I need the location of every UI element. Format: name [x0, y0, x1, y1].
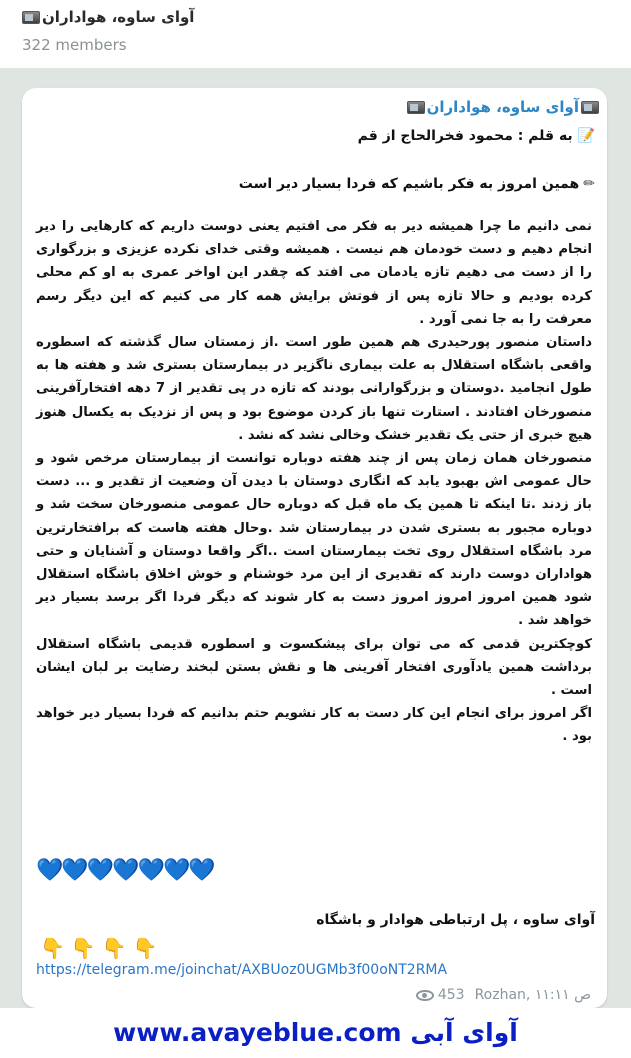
signature: آوای ساوه ، پل ارتباطی هوادار و باشگاه: [316, 912, 595, 928]
channel-title: آوای ساوه، هواداران: [42, 8, 195, 26]
forwarded-from[interactable]: [407, 98, 599, 116]
paragraph: داستان منصور پورحیدری هم همین طور است .از زمستان سال گذشته که اسطوره واقعی باشگاه استقلال به علت بیماری ناگزیر در بیمارستان بستری شد و هفته ها به طول انجامید .دوستان و بزرگوارانی بودند که تازه در پی تقدیر از 7 دهه افتخارآفرینی منصورخان افتادند . استارت تنها باز کردن موضوع بود و پس از نزدیک به یکسال هنوز هیچ خبری از حتی یک تقدیر خشک وخالی نشد که نشد .: [36, 335, 592, 443]
headline-row: [239, 176, 595, 192]
message-meta: [416, 987, 591, 1003]
message-body: [36, 215, 592, 749]
author-line: 📝 به قلم : محمود فخرالحاج از قم: [357, 128, 595, 144]
blue-hearts-icon: 💙💙💙💙💙💙💙: [36, 858, 214, 883]
pencil-icon: ✏: [583, 176, 595, 192]
channel-title-row: [22, 8, 194, 26]
paragraph: نمی دانیم ما چرا همیشه دیر به فکر می افتیم یعنی دوست داریم که کارهایی را دیر انجام دهیم و دست خودمان هم نیست . همیشه وقتی خدای نکرده عزیزی و بزرگواری را از دست می دهیم تازه یادمان می افتد که چقدر این اواخر عمری به او کم محلی کرده بودیم و حالا تازه پس از فوتش برایش همه کار می کنیم که این دیگر رسم معرفت را به جا نمی آورد .: [36, 219, 592, 327]
eye-icon: [416, 990, 434, 1001]
join-link[interactable]: https://telegram.me/joinchat/AXBUoz0UGMb3f00oNT2RMA: [36, 962, 448, 978]
headline: همین امروز به فکر باشیم که فردا بسیار دیر است: [238, 176, 580, 192]
view-count: 453: [437, 987, 465, 1003]
chat-header[interactable]: [0, 0, 631, 69]
television-icon: [407, 101, 425, 114]
paragraph: کوچکترین قدمی که می توان برای پیشکسوت و اسطوره قدیمی باشگاه استقلال برداشت همین یادآوری افتخار آفرینی ها و نقش بستن لبخند رضایت بر لبان ایشان است .: [36, 636, 592, 699]
members-count: 322 members: [22, 36, 127, 54]
television-icon: [581, 101, 599, 114]
website-watermark: www.avayeblue.com آوای آبی: [113, 1018, 518, 1047]
pointing-down-icon: 👇👇👇👇: [40, 936, 164, 960]
forwarded-from-title: آوای ساوه، هواداران: [426, 98, 579, 116]
sender-time: Rozhan, ۱۱:۱۱ ص: [474, 987, 591, 1003]
television-icon: [22, 11, 40, 24]
paragraph: منصورخان همان زمان پس از چند هفته دوباره توانست از بیمارستان مرخص شود و حال عمومی اش بهبود یابد که انگاری دوستان با دیدن آن وضعیت از تقدیر و ... دست باز زدند .تا اینکه تا همین یک ماه قبل که دوباره حال عمومی منصورخان سخت شد و دوباره مجبور به بستری شدن در بیمارستان شد .وحال هفته هاست که برافتخارترین مرد باشگاه استقلال روی تخت بیمارستان است ..اگر واقعا دوستان و آشنایان و حتی هواداران دوست دارند که تقدیری از این مرد خوشنام و خوش اخلاق باشگاه استقلال شود همین امروز امروز امروز دست به کار شوند که دیگر فردا اگر برسد بسیار دیر خواهد شد .: [36, 451, 592, 629]
footer-banner: [0, 1008, 631, 1058]
paragraph: اگر امروز برای انجام این کار دست به کار نشویم حتم بدانیم که فردا بسیار دیر خواهد بود .: [36, 706, 592, 745]
